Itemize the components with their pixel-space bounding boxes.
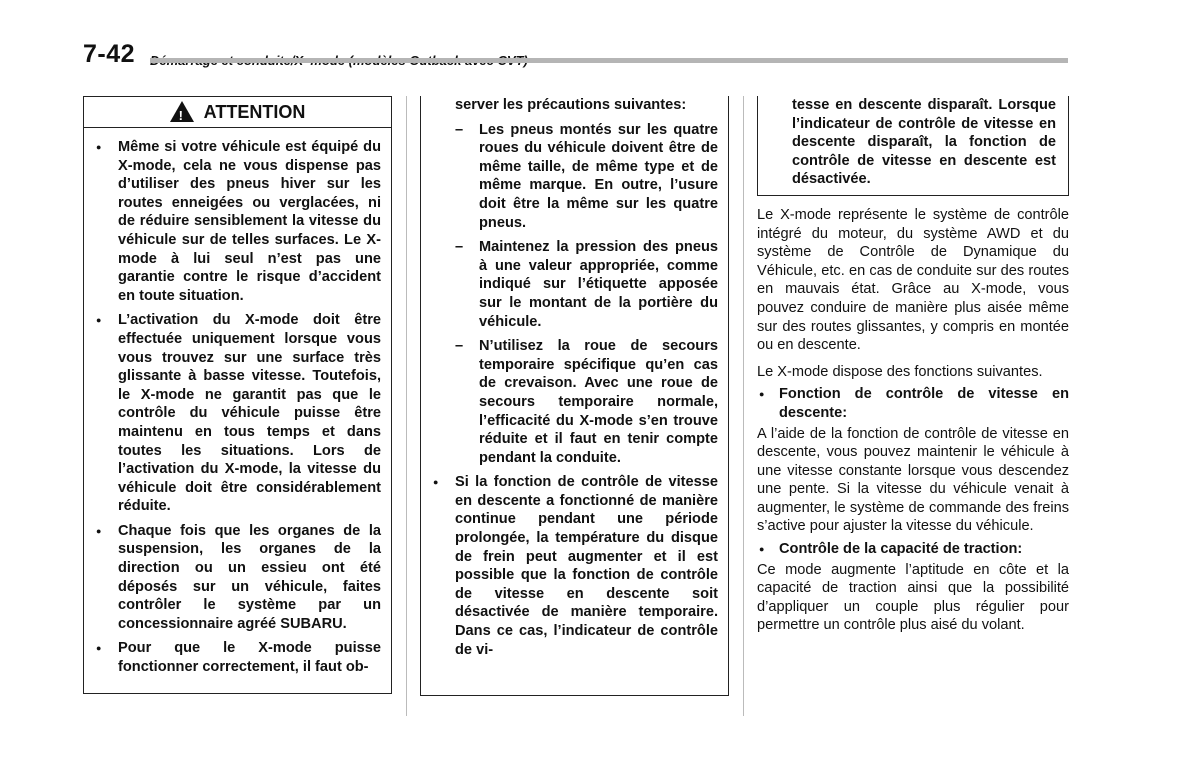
function-text: Ce mode augmente l’aptitude en côte et la capacité de traction ainsi que la possibilité d’appliquer un couple plus régulier pour permettre un contrôle plus aisé du volant. xyxy=(757,561,1069,634)
dash-item-text: Les pneus montés sur les quatre roues du véhicule doivent être de même taille, de même type et de même marque. En outre, l’usure doit être la même sur les quatre pneus. xyxy=(479,121,718,231)
warning-end-text: tesse en descente disparaît. Lorsque l’indicateur de contrôle de vitesse en descente disparaît, la fonction de contrôle de vitesse en descente est désactivée. xyxy=(792,97,1056,188)
warning-dash-item: – Maintenez la pression des pneus à une valeur appropriée, comme indiqué sur l’étiquette apposée sur le montant de la portière du véhicule. xyxy=(455,239,718,330)
warning-heading xyxy=(83,96,392,128)
body-text xyxy=(757,206,1069,635)
function-heading: ● Contrôle de la capacité de traction: xyxy=(757,540,1069,559)
dash-item-text: N’utilisez la roue de secours temporaire spécifique qu’en cas de crevaison. Avec une roue de secours temporaire normale, l’efficacité du X-mode s’en trouve réduite et il faut en tenir compte pendant la conduite. xyxy=(479,338,718,466)
column-3 xyxy=(757,96,1069,635)
warning-dash-item: – Les pneus montés sur les quatre roues du véhicule doivent être de même taille, de même type et de même marque. En outre, l’usure doit être la même sur les quatre pneus. xyxy=(455,121,718,231)
functions-intro: Le X-mode dispose des fonctions suivantes. xyxy=(757,363,1043,380)
column-divider xyxy=(406,96,407,716)
warning-triangle-icon: ! xyxy=(170,101,194,122)
function-heading: ● Fonction de contrôle de vitesse en descente: xyxy=(757,385,1069,422)
warning-continuation: server les précautions suivantes: xyxy=(455,97,687,113)
warning-bullet: ● Même si votre véhicule est équipé du X-mode, cela ne vous dispense pas d’utiliser des pneus hiver sur les routes enneigées ou verglacées, ni de réduire sensiblement la vitesse du véhicule sur de telles surfaces. Le X-mode à lui seul n’est pas une garantie contre le risque d’accident en toute situation. xyxy=(84,138,381,305)
warning-bullet: ● L’activation du X-mode doit être effectuée uniquement lorsque vous vous trouvez sur une surface très glissante à basse vitesse. Toutefois, le X-mode ne garantit pas que le contrôle du véhicule puisse être maintenu en tous temps et dans toutes les situations. Lors de l’activation du X-mode, la vitesse du véhicule doit être considérablement réduite. xyxy=(84,311,381,516)
warning-heading-text: ATTENTION xyxy=(203,101,306,122)
warning-dash-item: – N’utilisez la roue de secours temporaire spécifique qu’en cas de crevaison. Avec une roue de secours temporaire normale, l’efficacité du X-mode s’en trouve réduite et il faut en tenir compte pendant la conduite. xyxy=(455,338,718,466)
intro-paragraph: Le X-mode représente le système de contrôle intégré du moteur, du système AWD et du système de Contrôle de Dynamique du Véhicule, etc. en cas de conduite sur des routes en mauvais état. Grâce au X-mode, vous pouvez conduire de manière plus aisée même sur des routes glissantes, y compris en montée ou en descente. xyxy=(757,206,1069,354)
column-1 xyxy=(83,96,392,694)
column-2 xyxy=(420,96,729,696)
warning-bullet: ● Si la fonction de contrôle de vitesse en descente a fonctionné de manière continue pendant une période prolongée, la température du disque de frein peut augmenter et il est possible que la fonction de contrôle de vitesse en descente soit désactivée de manière temporaire. Dans ce cas, l’indicateur de contrôle de vi- xyxy=(421,473,718,659)
warning-box-continued xyxy=(420,96,729,696)
warning-bullet: ● Chaque fois que les organes de la suspension, les organes de la direction ou un essieu ont été déposés sur un véhicule, faites contrôler le système par un concessionnaire agréé SUBARU. xyxy=(84,522,381,634)
function-text: A l’aide de la fonction de contrôle de vitesse en descente, vous pouvez maintenir le véhicule à une vitesse constante lorsque vous descendez une pente. Si la vitesse du véhicule venait à augmenter, le système de commande des freins s’active pour ajuster la vitesse du véhicule. xyxy=(757,425,1069,535)
warning-box-end xyxy=(757,96,1069,196)
page-number: 7-42 xyxy=(83,40,136,68)
header-rule xyxy=(150,58,1068,63)
dash-item-text: Maintenez la pression des pneus à une valeur appropriée, comme indiqué sur l’étiquette apposée sur le montant de la portière du véhicule. xyxy=(479,239,718,330)
warning-bullet: ● Pour que le X-mode puisse fonctionner correctement, il faut ob- xyxy=(84,639,381,676)
column-divider xyxy=(743,96,744,716)
warning-box xyxy=(83,128,392,694)
